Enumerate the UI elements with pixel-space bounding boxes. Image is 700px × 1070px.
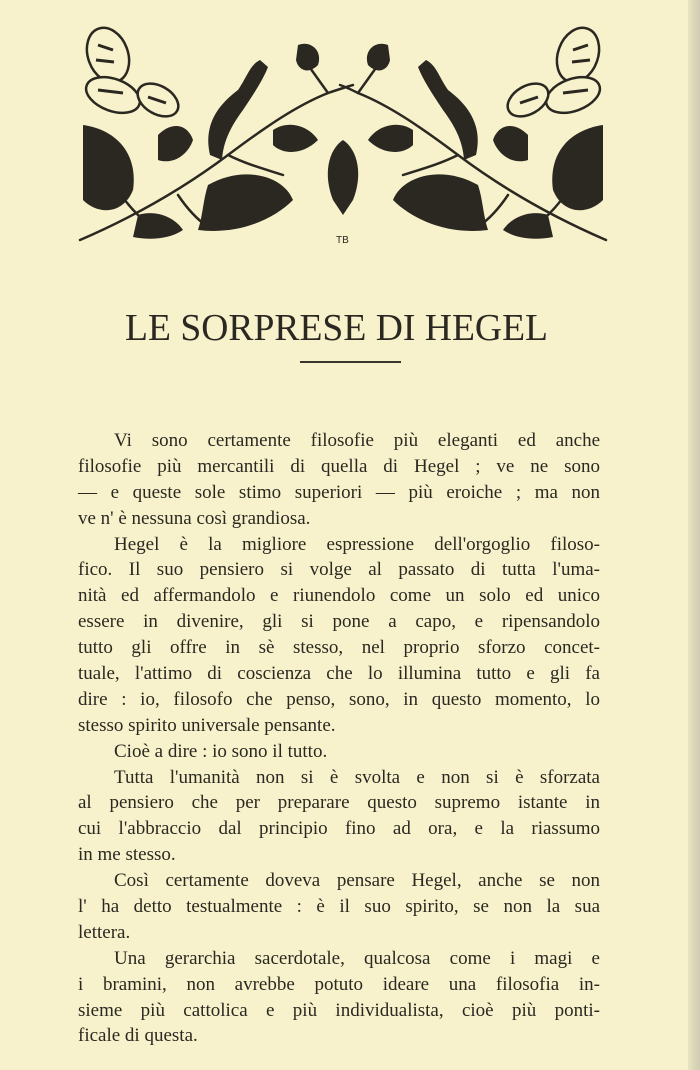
vignette-illustration xyxy=(78,15,608,245)
text-line: lettera. xyxy=(78,921,131,943)
leaf-icon xyxy=(493,126,528,161)
monogram: TB xyxy=(336,235,349,245)
text-line: l' ha detto testualmente : è il suo spirito, se non la sua xyxy=(78,896,600,918)
butterfly-left-wing xyxy=(81,70,145,119)
text-line: tuale, l'attimo di coscienza che lo illumina tutto e gli fa xyxy=(78,663,600,685)
paragraph xyxy=(78,428,600,532)
leaf-icon xyxy=(368,125,413,152)
paragraph xyxy=(78,868,600,946)
text-line: cui l'abbraccio dal principio fino ad ora, e la riassumo xyxy=(78,818,600,840)
text-line: Una gerarchia sacerdotale, qualcosa come i magi e xyxy=(114,947,600,969)
chapter-title xyxy=(100,300,570,360)
text-line: ficale di questa. xyxy=(78,1025,198,1047)
page-edge xyxy=(688,0,700,1070)
leaf-icon xyxy=(393,174,488,231)
text-line: dire : io, filosofo che penso, sono, in questo momento, lo xyxy=(78,688,600,710)
text-line: filosofie più mercantili di quella di Hegel ; ve ne sono xyxy=(78,455,600,477)
text-line: i bramini, non avrebbe potuto ideare una filosofia in- xyxy=(78,973,600,995)
paragraph xyxy=(78,765,600,869)
leaf-icon xyxy=(296,44,319,71)
butterfly-right-wing xyxy=(541,70,605,119)
text-line: in me stesso. xyxy=(78,844,176,866)
text-line: — e queste sole stimo superiori — più eroiche ; ma non xyxy=(78,481,600,503)
leaf-icon xyxy=(552,125,603,210)
caterpillar xyxy=(208,60,268,160)
leaf-icon xyxy=(503,213,553,239)
text-line: Tutta l'umanità non si è svolta e non si è sforzata xyxy=(114,766,600,788)
chapter-body xyxy=(78,428,600,1049)
text-line: Vi sono certamente filosofie più eleganti ed anche xyxy=(114,430,600,451)
leaf-icon xyxy=(367,44,390,71)
svg-text:LE SORPRESE DI HEGEL: LE SORPRESE DI HEGEL xyxy=(125,307,548,349)
text-line: tutto gli offre in sè stesso, nel proprio sforzo concet- xyxy=(78,637,600,659)
text-line: Hegel è la migliore espressione dell'orgoglio filoso- xyxy=(114,533,600,555)
chrysalis xyxy=(328,140,358,215)
leaf-icon xyxy=(198,174,293,231)
text-line: Così certamente doveva pensare Hegel, anche se non xyxy=(114,870,600,892)
text-line: stesso spirito universale pensante. xyxy=(78,714,336,736)
leaf-icon xyxy=(83,125,134,210)
leaf-icon xyxy=(158,126,193,161)
paragraph xyxy=(78,946,600,1050)
paragraph xyxy=(78,532,600,739)
text-line: al pensiero che per preparare questo supremo istante in xyxy=(78,792,600,814)
text-line: nità ed affermandolo e riunendolo come un solo ed unico xyxy=(78,585,600,607)
caterpillar xyxy=(418,60,478,160)
text-line: Cioè a dire : io sono il tutto. xyxy=(114,740,328,762)
text-line: ve n' è nessuna così grandiosa. xyxy=(78,507,311,529)
text-line: essere in divenire, gli si pone a capo, e ripensandolo xyxy=(78,611,600,633)
text-line: sieme più cattolica e più individualista, cioè più ponti- xyxy=(78,999,600,1021)
leaf-icon xyxy=(273,125,318,152)
paragraph xyxy=(78,739,600,765)
text-line: fico. Il suo pensiero si volge al passato di tutta l'uma- xyxy=(78,559,600,581)
leaf-icon xyxy=(133,213,183,239)
title-divider xyxy=(300,361,401,363)
